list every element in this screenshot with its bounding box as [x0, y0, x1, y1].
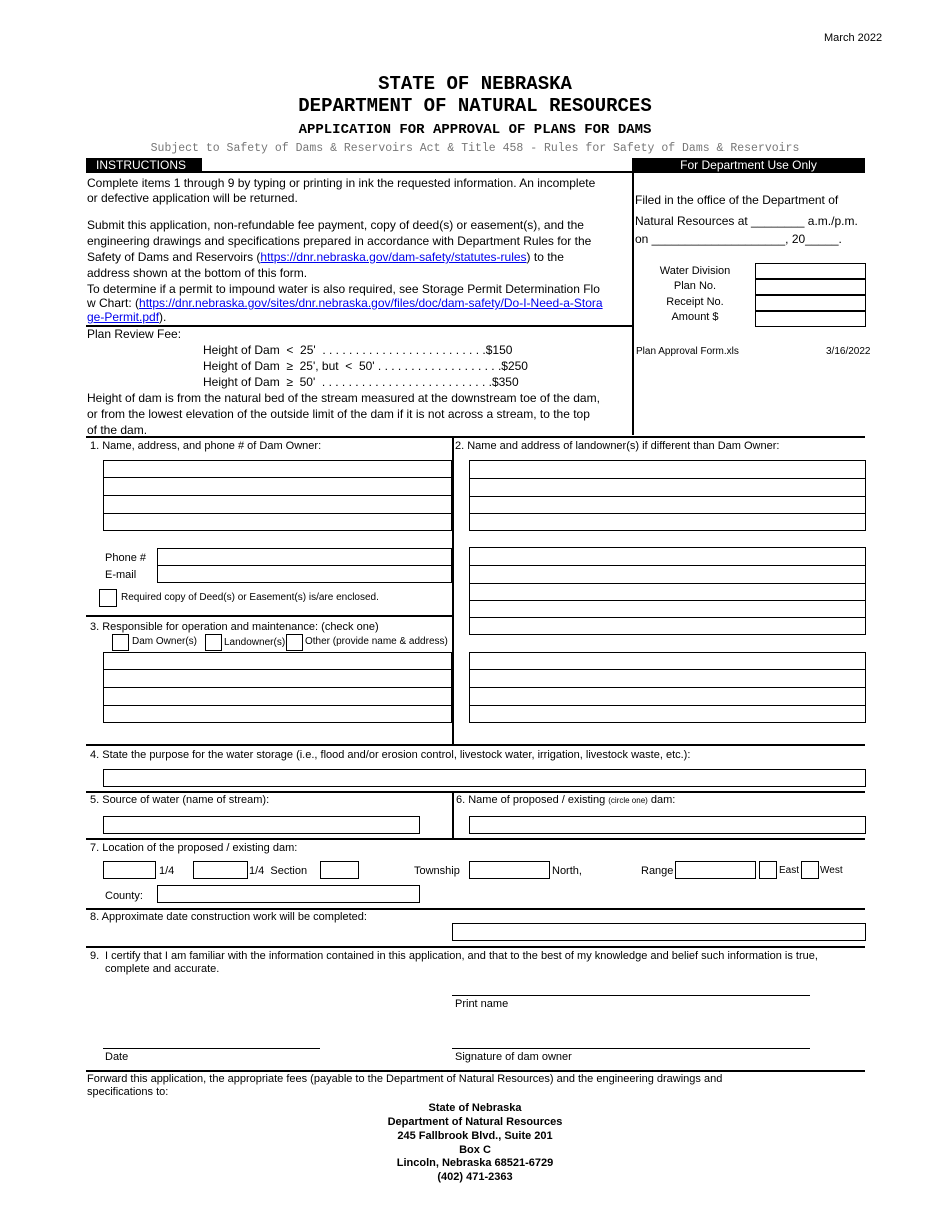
landowner-line-7[interactable] — [469, 583, 866, 601]
instructions-rule — [192, 171, 632, 173]
quarter-quarter-field[interactable] — [103, 861, 156, 879]
fee-row-3: Height of Dam ≥ 50' . . . . . . . . . . . . . . . . . . . . . . . . . .$350 — [203, 375, 519, 389]
section-divider-8 — [86, 908, 865, 910]
certification-text: I certify that I am familiar with the information contained in this application, and that to the best of my knowledge and belief such information is true, complete and accurate. — [105, 950, 818, 975]
statutes-rules-link[interactable]: https://dnr.nebraska.gov/dam-safety/statutes-rules — [260, 250, 527, 264]
storage-permit-link[interactable]: https://dnr.nebraska.gov/sites/dnr.nebraska.gov/files/doc/dam-safety/Do-I-Need-a-Storage-Permit.pdf — [87, 296, 603, 324]
owner-line-1[interactable] — [103, 460, 452, 478]
instructions-para-1: Complete items 1 through 9 by typing or printing in ink the requested information. An incomplete or defective application will be returned. — [87, 176, 596, 205]
dam-owner-checkbox[interactable] — [112, 634, 129, 651]
range-field[interactable] — [675, 861, 756, 879]
completion-date-field[interactable] — [452, 923, 866, 941]
section-7-label: 7. Location of the proposed / existing dam: — [90, 842, 298, 854]
responsible-line-1[interactable] — [103, 652, 452, 670]
county-field[interactable] — [157, 885, 420, 903]
township-label: Township — [414, 865, 460, 877]
east-checkbox[interactable] — [759, 861, 777, 879]
landowner-option-label: Landowner(s) — [224, 637, 286, 648]
landowner-line-10[interactable] — [469, 652, 866, 670]
phone-field[interactable] — [157, 548, 452, 566]
section-number-field[interactable] — [320, 861, 359, 879]
north-label: North, — [552, 865, 582, 877]
landowner-line-5[interactable] — [469, 547, 866, 566]
landowner-line-4[interactable] — [469, 513, 866, 531]
column-divider-56 — [452, 792, 454, 838]
plan-no-label: Plan No. — [673, 280, 717, 292]
email-field[interactable] — [157, 565, 452, 583]
section-3-label: 3. Responsible for operation and maintenance: (check one) — [90, 621, 379, 633]
owner-line-3[interactable] — [103, 495, 452, 514]
receipt-no-field[interactable] — [755, 295, 866, 311]
instructions-para-2: Submit this application, non-refundable fee payment, copy of deed(s) or easement(s), and the engineering drawings and specifications prepared in accordance with Department Rules for the Safety of Dams and Reservoirs (https://dnr.nebraska.gov/dam-safety/statutes-rules) to the address shown at the bottom of this form. — [87, 218, 592, 280]
county-label: County: — [105, 890, 143, 902]
signature-label: Signature of dam owner — [455, 1051, 572, 1063]
instructions-label: INSTRUCTIONS — [86, 158, 202, 173]
address-line-5: Lincoln, Nebraska 68521-6729 — [396, 1157, 554, 1169]
west-checkbox[interactable] — [801, 861, 819, 879]
date-label: Date — [105, 1051, 129, 1063]
plan-no-field[interactable] — [755, 279, 866, 295]
section-divider-7 — [86, 838, 865, 840]
department-heading: DEPARTMENT OF NATURAL RESOURCES — [298, 95, 652, 117]
filed-line-2: Natural Resources at ________ a.m./p.m. — [635, 214, 858, 228]
dept-divider — [632, 173, 634, 435]
section-5-label: 5. Source of water (name of stream): — [90, 794, 270, 806]
landowner-line-8[interactable] — [469, 600, 866, 618]
west-label: West — [820, 865, 843, 876]
address-line-1: State of Nebraska — [428, 1102, 522, 1114]
date-line[interactable] — [103, 1048, 320, 1049]
responsible-line-3[interactable] — [103, 687, 452, 706]
section-divider-s3 — [86, 615, 452, 617]
section-divider-5 — [86, 791, 865, 793]
section-divider-1 — [86, 436, 865, 438]
responsible-line-4[interactable] — [103, 705, 452, 723]
quarter-field[interactable] — [193, 861, 248, 879]
amount-label: Amount $ — [671, 311, 719, 323]
landowner-line-2[interactable] — [469, 478, 866, 497]
other-option-label: Other (provide name & address) — [305, 636, 448, 647]
signature-line[interactable] — [452, 1048, 810, 1049]
quarter-label: 1/4 — [159, 865, 175, 877]
landowner-line-12[interactable] — [469, 687, 866, 706]
township-field[interactable] — [469, 861, 550, 879]
east-label: East — [779, 865, 800, 876]
dam-owner-option-label: Dam Owner(s) — [132, 636, 198, 647]
filed-line-1: Filed in the office of the Department of — [635, 193, 839, 207]
amount-field[interactable] — [755, 311, 866, 327]
purpose-field[interactable] — [103, 769, 866, 787]
deed-checkbox[interactable] — [99, 589, 117, 607]
receipt-no-label: Receipt No. — [666, 296, 724, 308]
address-line-4: Box C — [459, 1144, 491, 1156]
section-1-label: 1. Name, address, and phone # of Dam Owner: — [90, 440, 322, 452]
file-name: Plan Approval Form.xls — [636, 346, 739, 357]
address-line-2: Department of Natural Resources — [387, 1116, 563, 1128]
landowner-line-3[interactable] — [469, 496, 866, 514]
email-label: E-mail — [105, 569, 137, 581]
water-division-field[interactable] — [755, 263, 866, 279]
column-divider — [452, 437, 454, 744]
state-heading: STATE OF NEBRASKA — [378, 73, 572, 95]
owner-line-2[interactable] — [103, 477, 452, 496]
deed-label: Required copy of Deed(s) or Easement(s) is/are enclosed. — [121, 592, 379, 603]
form-date: March 2022 — [824, 32, 883, 44]
responsible-line-2[interactable] — [103, 669, 452, 688]
fee-label: Plan Review Fee: — [87, 327, 182, 341]
address-line-6: (402) 471-2363 — [437, 1171, 513, 1183]
quarter-section-label: 1/4 Section — [249, 865, 308, 877]
landowner-line-13[interactable] — [469, 705, 866, 723]
landowner-line-9[interactable] — [469, 617, 866, 635]
water-source-field[interactable] — [103, 816, 420, 834]
form-title: APPLICATION FOR APPROVAL OF PLANS FOR DAMS — [298, 122, 652, 138]
form-subtitle: Subject to Safety of Dams & Reservoirs Act & Title 458 - Rules for Safety of Dams & Reservoirs — [150, 142, 800, 155]
forward-instructions: Forward this application, the appropriate fees (payable to the Department of Natural Resources) and the engineering drawings and specifications to: — [87, 1073, 723, 1098]
section-4-label: 4. State the purpose for the water storage (i.e., flood and/or erosion control, livestock water, irrigation, livestock waste, etc.): — [90, 749, 691, 761]
fee-row-2: Height of Dam ≥ 25', but < 50' . . . . . . . . . . . . . . . . . . .$250 — [203, 359, 528, 373]
section-8-label: 8. Approximate date construction work will be completed: — [90, 911, 367, 923]
dam-name-field[interactable] — [469, 816, 866, 834]
filed-line-3: on ____________________, 20_____. — [635, 232, 842, 246]
section-divider-9 — [86, 946, 865, 948]
print-name-label: Print name — [455, 998, 509, 1010]
landowner-line-1[interactable] — [469, 460, 866, 479]
section-9-number: 9. — [90, 950, 100, 962]
section-divider-4 — [86, 744, 865, 746]
landowner-line-6[interactable] — [469, 565, 866, 584]
section-6-label: 6. Name of proposed / existing (circle one) dam: — [456, 794, 676, 806]
print-name-line[interactable] — [452, 995, 810, 996]
dept-use-label: For Department Use Only — [632, 158, 865, 173]
fee-row-1: Height of Dam < 25' . . . . . . . . . . . . . . . . . . . . . . . . .$150 — [203, 343, 513, 357]
file-date: 3/16/2022 — [826, 346, 871, 357]
other-checkbox[interactable] — [286, 634, 303, 651]
height-note: Height of dam is from the natural bed of the stream measured at the downstream toe of the dam, or from the lowest elevation of the outside limit of the dam if it is not across a stream, to the top of the dam. — [87, 391, 600, 437]
phone-label: Phone # — [105, 552, 146, 564]
instructions-para-3: To determine if a permit to impound water is also required, see Storage Permit Determination Flow Chart: (https://dnr.nebraska.gov/sites/dnr.nebraska.gov/files/doc/dam-safety/Do-I-Need-a-Storage-Permit.pdf). — [87, 282, 603, 324]
address-line-3: 245 Fallbrook Blvd., Suite 201 — [397, 1130, 553, 1142]
landowner-checkbox[interactable] — [205, 634, 222, 651]
owner-line-4[interactable] — [103, 513, 452, 531]
landowner-line-11[interactable] — [469, 669, 866, 688]
footer-divider — [86, 1070, 865, 1072]
section-2-label: 2. Name and address of landowner(s) if different than Dam Owner: — [455, 440, 780, 452]
water-division-label: Water Division — [659, 265, 731, 277]
range-label: Range — [641, 865, 674, 877]
